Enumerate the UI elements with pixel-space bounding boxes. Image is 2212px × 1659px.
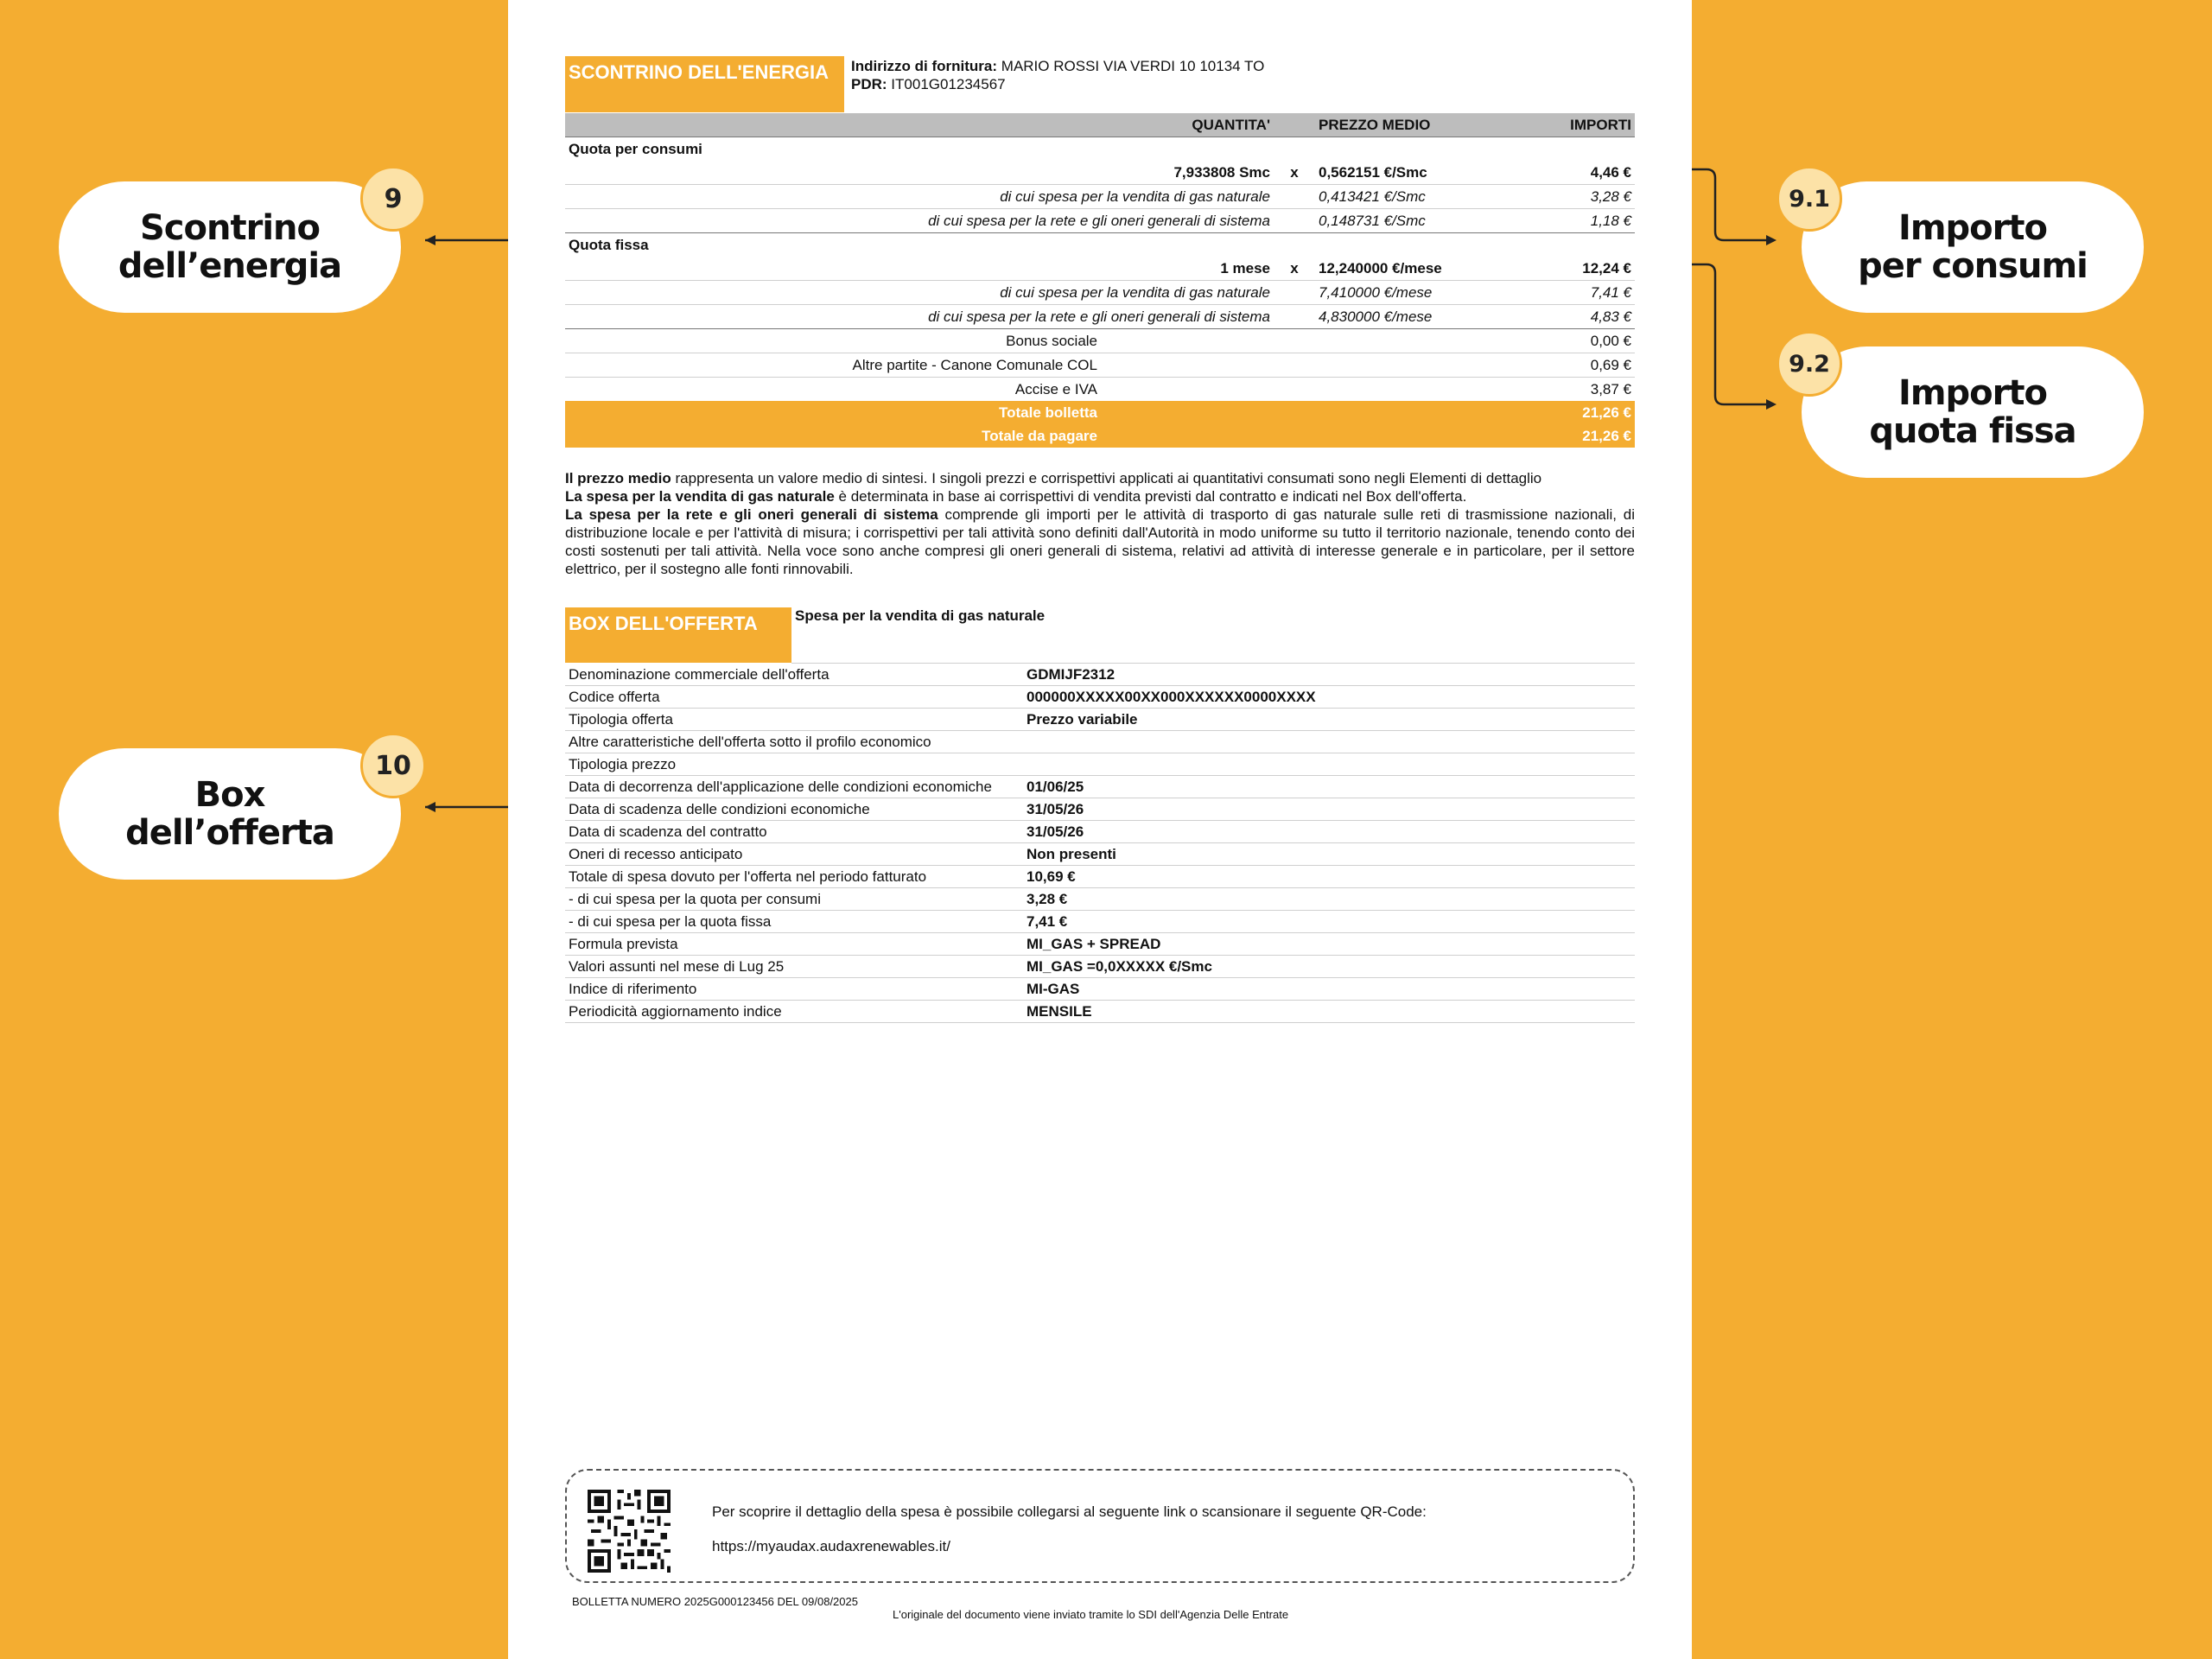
offer-row-value: 31/05/26 xyxy=(1023,821,1635,843)
fissa-sub-row: di cui spesa per la vendita di gas naturale 7,410000 €/mese 7,41 € xyxy=(565,281,1635,305)
offer-row-value: 01/06/25 xyxy=(1023,776,1635,798)
offer-row xyxy=(565,1001,1635,1023)
offer-row-value: 10,69 € xyxy=(1023,866,1635,888)
fissa-section: Quota fissa xyxy=(565,233,1635,257)
annotation-box-offerta: Box dell’offerta xyxy=(59,748,401,880)
footer-text: Per scoprire il dettaglio della spesa è possibile collegarsi al seguente link o scansionare il seguente QR-Code: xyxy=(712,1503,1427,1520)
consumi-sub-row: di cui spesa per la vendita di gas naturale 0,413421 €/Smc 3,28 € xyxy=(565,185,1635,209)
qr-info-box xyxy=(565,1469,1635,1583)
offer-row-label: - di cui spesa per la quota fissa xyxy=(565,911,1023,933)
supply-address: Indirizzo di fornitura: MARIO ROSSI VIA VERDI 10 10134 TO PDR: IT001G01234567 xyxy=(851,58,1265,92)
offer-box-title: BOX DELL'OFFERTA xyxy=(565,607,791,663)
offer-row-label: Codice offerta xyxy=(565,686,1023,709)
offer-row-label: Data di scadenza delle condizioni economiche xyxy=(565,798,1023,821)
total-row: Totale da pagare 21,26 € xyxy=(565,424,1635,448)
other-row: Altre partite - Canone Comunale COL 0,69 € xyxy=(565,353,1635,378)
offer-row-label: Indice di riferimento xyxy=(565,978,1023,1001)
offer-row-value: MENSILE xyxy=(1023,1001,1635,1023)
offer-row-label: Formula prevista xyxy=(565,933,1023,956)
total-row: Totale bolletta 21,26 € xyxy=(565,401,1635,424)
offer-row-value: 31/05/26 xyxy=(1023,798,1635,821)
badge-9-1: 9.1 xyxy=(1777,166,1842,232)
qr-code-icon[interactable] xyxy=(588,1490,671,1573)
offer-row-value xyxy=(1023,753,1635,776)
receipt-header-row: QUANTITA' PREZZO MEDIO IMPORTI xyxy=(565,113,1635,137)
badge-9-2: 9.2 xyxy=(1777,331,1842,397)
offer-row xyxy=(565,731,1635,753)
offer-row-label: - di cui spesa per la quota per consumi xyxy=(565,888,1023,911)
footer-link[interactable]: https://myaudax.audaxrenewables.it/ xyxy=(712,1538,950,1554)
offer-row xyxy=(565,709,1635,731)
consumi-sub-row: di cui spesa per la rete e gli oneri generali di sistema 0,148731 €/Smc 1,18 € xyxy=(565,209,1635,233)
offer-box-subtitle: Spesa per la vendita di gas naturale xyxy=(795,607,1046,624)
offer-row xyxy=(565,843,1635,866)
offer-row-label: Periodicità aggiornamento indice xyxy=(565,1001,1023,1023)
offer-row-label: Tipologia prezzo xyxy=(565,753,1023,776)
offer-row-label: Altre caratteristiche dell'offerta sotto il profilo economico xyxy=(565,731,1023,753)
offer-row-value xyxy=(1023,731,1635,753)
offer-row xyxy=(565,798,1635,821)
sdi-note: L'originale del documento viene inviato tramite lo SDI dell'Agenzia Delle Entrate xyxy=(893,1608,1289,1621)
offer-row xyxy=(565,933,1635,956)
offer-box-table xyxy=(565,664,1635,1023)
offer-row-value: 3,28 € xyxy=(1023,888,1635,911)
offer-row-value: MI_GAS + SPREAD xyxy=(1023,933,1635,956)
offer-row xyxy=(565,753,1635,776)
badge-9: 9 xyxy=(360,166,426,232)
offer-row-label: Data di scadenza del contratto xyxy=(565,821,1023,843)
offer-row-label: Data di decorrenza dell'applicazione delle condizioni economiche xyxy=(565,776,1023,798)
consumi-main-row: 7,933808 Smc x 0,562151 €/Smc 4,46 € xyxy=(1173,163,1631,181)
offer-row xyxy=(565,956,1635,978)
bill-number: BOLLETTA NUMERO 2025G000123456 DEL 09/08/2025 xyxy=(572,1595,858,1608)
bill-page xyxy=(508,0,1692,1659)
consumi-section: Quota per consumi xyxy=(565,137,1635,162)
receipt-table xyxy=(565,113,1635,448)
offer-row-value: MI_GAS =0,0XXXXX €/Smc xyxy=(1023,956,1635,978)
offer-row-value: GDMIJF2312 xyxy=(1023,664,1635,686)
offer-row xyxy=(565,911,1635,933)
offer-row-label: Denominazione commerciale dell'offerta xyxy=(565,664,1023,686)
annotation-scontrino: Scontrino dell’energia xyxy=(59,181,401,313)
receipt-title: SCONTRINO DELL'ENERGIA xyxy=(565,56,844,112)
explanatory-notes: Il prezzo medio rappresenta un valore medio di sintesi. I singoli prezzi e corrispettivi applicati ai quantitativi consumati sono negli Elementi di dettaglio La spesa per la vendita di gas naturale è determinata in base ai corrispettivi di vendita previsti dal contratto e indicati nel Box dell'offerta. La spesa per la rete e gli oneri generali di sistema comprende gli importi per le attività di trasporto di gas naturale sulle reti di trasmissione nazionali, di distribuzione locale e per l'attività di misura; i corrispettivi per tali attività sono definiti dall'Autorità in modo uniforme su tutto il territorio nazionale, tenendo conto dei costi sostenuti per tali attività. Nella voce sono anche compresi gli oneri generali di sistema, relativi ad attività di interesse generale e in particolare, per il settore elettrico, per il sostegno alle fonti rinnovabili. xyxy=(565,470,1635,577)
offer-row xyxy=(565,821,1635,843)
fissa-sub-row: di cui spesa per la rete e gli oneri generali di sistema 4,830000 €/mese 4,83 € xyxy=(565,305,1635,329)
offer-row xyxy=(565,978,1635,1001)
offer-row xyxy=(565,866,1635,888)
other-row: Accise e IVA 3,87 € xyxy=(565,378,1635,402)
badge-10: 10 xyxy=(360,733,426,798)
offer-row-value: 7,41 € xyxy=(1023,911,1635,933)
annotation-importo-consumi: Importo per consumi xyxy=(1802,181,2144,313)
offer-row-value: Non presenti xyxy=(1023,843,1635,866)
other-row: Bonus sociale 0,00 € xyxy=(565,329,1635,353)
offer-row-value: Prezzo variabile xyxy=(1023,709,1635,731)
offer-row-label: Oneri di recesso anticipato xyxy=(565,843,1023,866)
offer-row xyxy=(565,686,1635,709)
offer-row-value: MI-GAS xyxy=(1023,978,1635,1001)
offer-row xyxy=(565,888,1635,911)
offer-row-value: 000000XXXXX00XX000XXXXXX0000XXXX xyxy=(1023,686,1635,709)
offer-row xyxy=(565,664,1635,686)
offer-row-label: Tipologia offerta xyxy=(565,709,1023,731)
offer-row-label: Totale di spesa dovuto per l'offerta nel periodo fatturato xyxy=(565,866,1023,888)
offer-row-label: Valori assunti nel mese di Lug 25 xyxy=(565,956,1023,978)
offer-row xyxy=(565,776,1635,798)
annotation-importo-fissa: Importo quota fissa xyxy=(1802,346,2144,478)
fissa-main-row: 1 mese x 12,240000 €/mese 12,24 € xyxy=(1220,259,1631,276)
